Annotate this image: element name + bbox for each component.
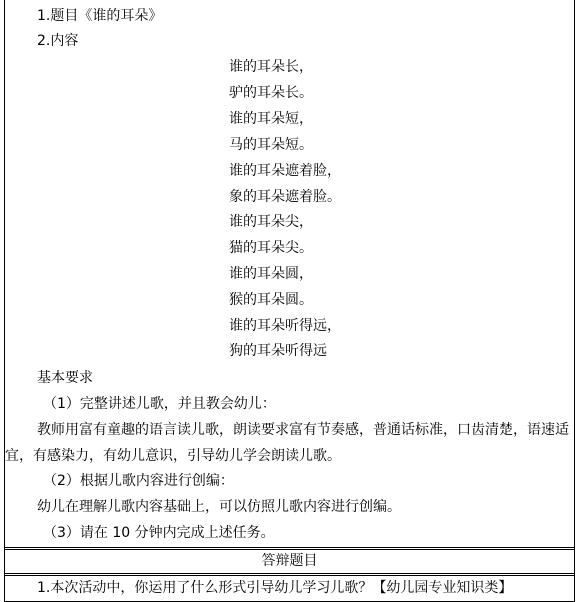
table-rule: [5, 575, 574, 576]
requirement-item-1: （1）完整讲述儿歌，并且教会幼儿：: [43, 396, 276, 412]
poem-line: 谁的耳朵长，: [229, 59, 313, 75]
requirement-item-1-body: 教师用富有童趣的语言读儿歌，朗读要求富有节奏感，普通话标准，口齿清楚，语速适: [37, 422, 569, 438]
defense-question-1: 1.本次活动中，你运用了什么形式引导幼儿学习儿歌？【幼儿园专业知识类】: [37, 580, 513, 596]
requirement-item-3: （3）请在 10 分钟内完成上述任务。: [43, 525, 275, 541]
requirement-item-2: （2）根据儿歌内容进行创编：: [43, 473, 234, 489]
content-heading: 2.内容: [37, 33, 79, 49]
table-rule: [5, 547, 574, 548]
poem-line: 谁的耳朵短，: [229, 111, 313, 127]
defense-header: 答辩题目: [261, 553, 318, 569]
requirements-heading: 基本要求: [37, 370, 93, 386]
poem-line: 谁的耳朵听得远，: [229, 318, 341, 334]
poem-line: 狗的耳朵听得远: [229, 343, 327, 359]
poem-line: 猴的耳朵圆。: [229, 292, 313, 308]
poem-line: 谁的耳朵尖，: [229, 214, 313, 230]
requirement-item-1-body-cont: 宜，有感染力，有幼儿意识，引导幼儿学会朗读儿歌。: [5, 448, 341, 464]
poem-line: 猫的耳朵尖。: [229, 240, 313, 256]
table-rule: [5, 573, 574, 574]
topic-title: 1.题目《谁的耳朵》: [37, 8, 163, 24]
poem-line: 马的耳朵短。: [229, 137, 313, 153]
table-rule: [5, 549, 574, 550]
poem-line: 谁的耳朵圆，: [229, 266, 313, 282]
poem-line: 象的耳朵遮着脸。: [229, 189, 341, 205]
requirement-item-2-body: 幼儿在理解儿歌内容基础上，可以仿照儿歌内容进行创编。: [37, 499, 401, 515]
document-sheet: [4, 0, 575, 602]
poem-line: 驴的耳朵长。: [229, 85, 313, 101]
poem-line: 谁的耳朵遮着脸，: [229, 163, 341, 179]
